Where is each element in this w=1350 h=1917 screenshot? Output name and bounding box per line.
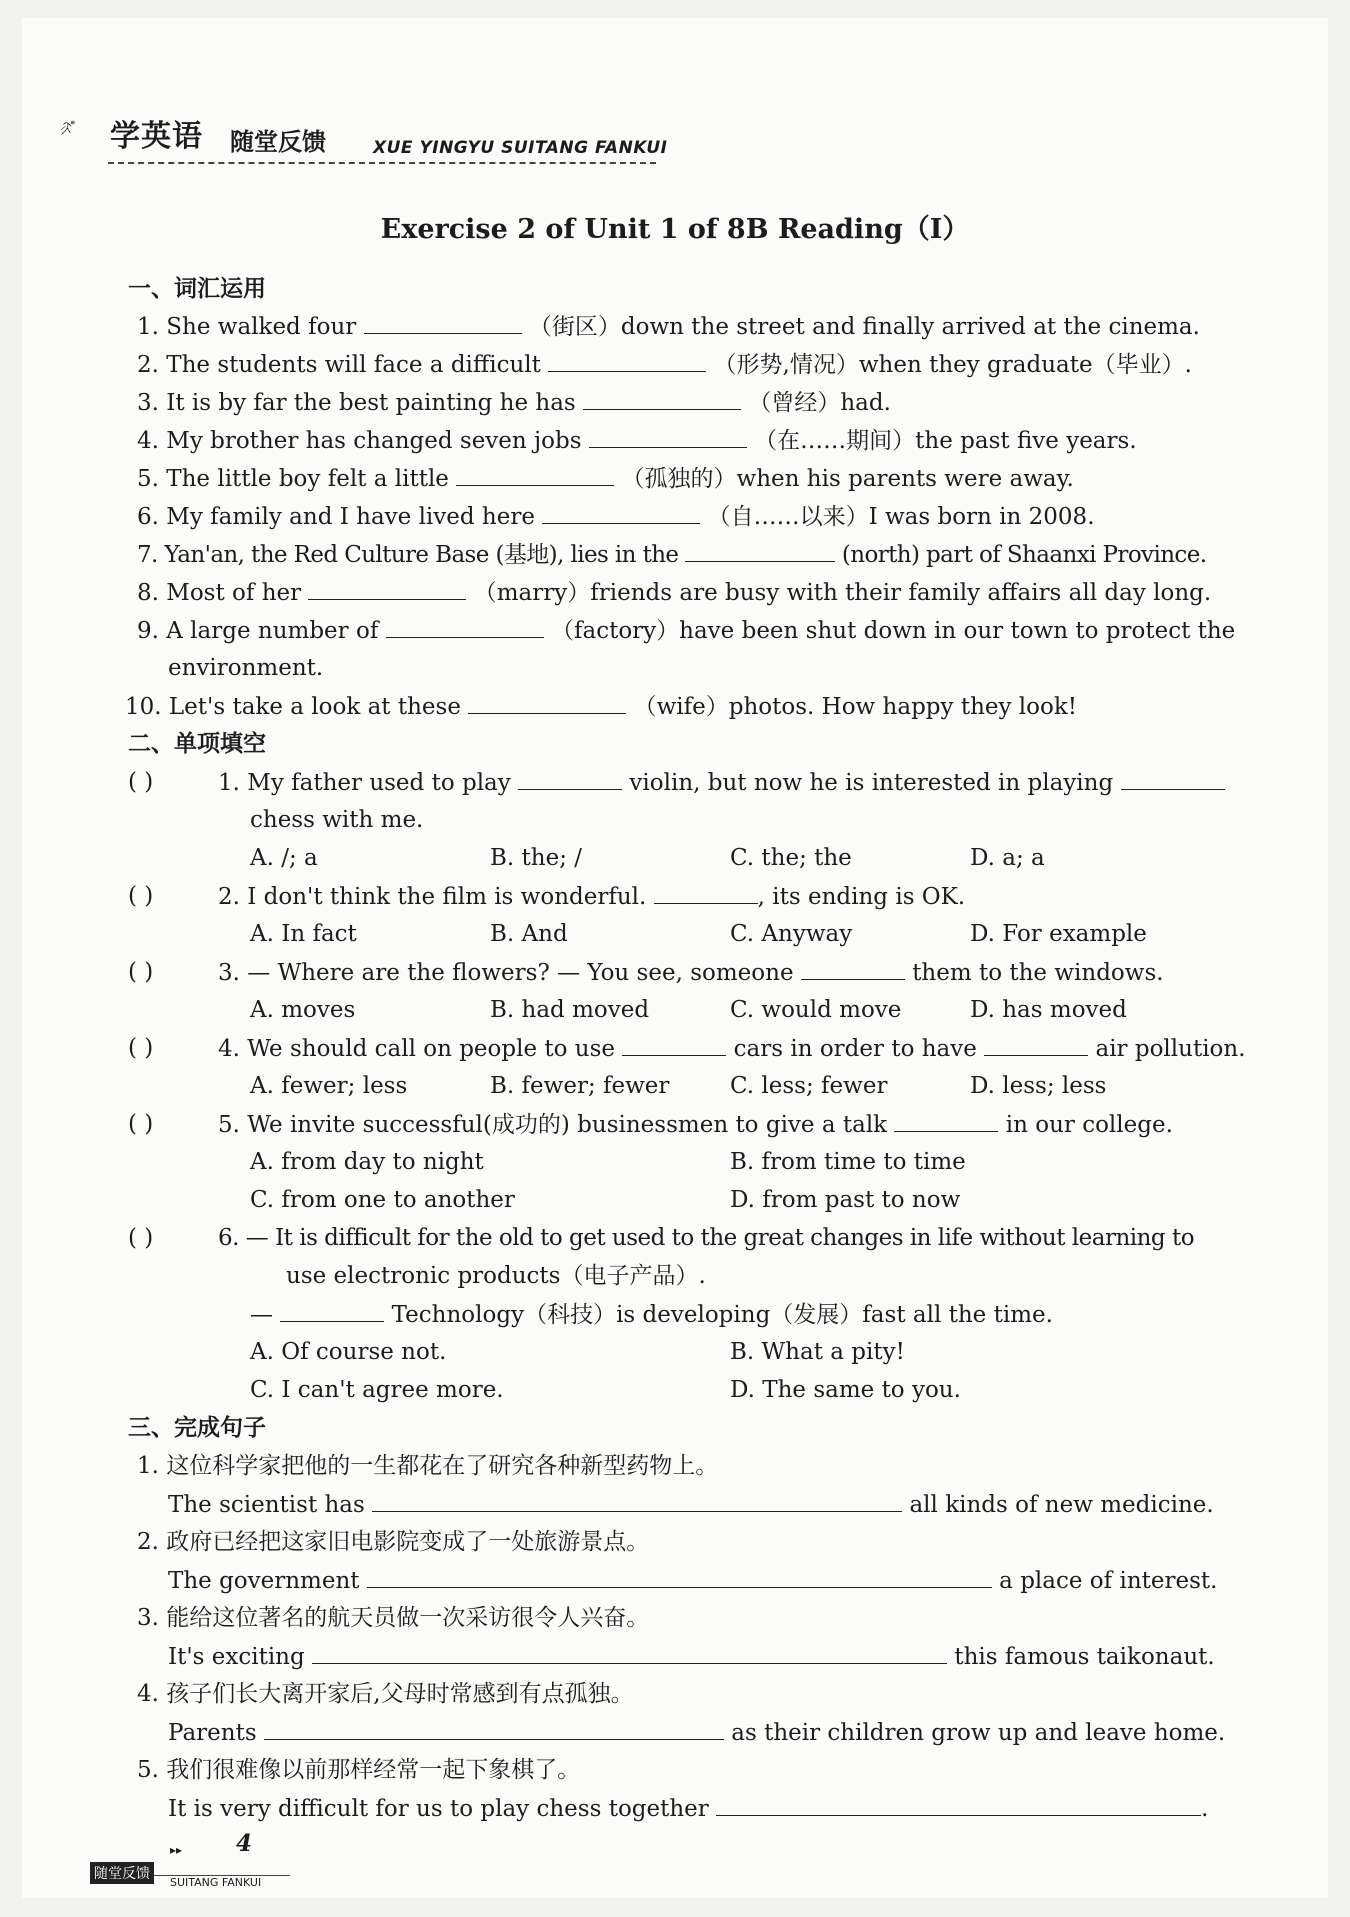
answer-blank[interactable] xyxy=(548,349,706,372)
sentence-answer: The scientist has all kinds of new medicine. xyxy=(168,1489,1214,1520)
option-c[interactable]: C. from one to another xyxy=(250,1187,515,1213)
option-a[interactable]: A. moves xyxy=(250,997,356,1023)
answer-paren[interactable]: ( ) xyxy=(128,1035,154,1061)
list-item: 5. The little boy felt a little （孤独的）when his parents were away. xyxy=(137,463,1074,494)
logo-chinese: 学英语 xyxy=(110,119,203,154)
list-item: 9. A large number of （factory）have been shut down in our town to protect the xyxy=(137,615,1235,646)
question-stem-continuation: use electronic products（电子产品）. xyxy=(286,1263,706,1289)
option-a[interactable]: A. Of course not. xyxy=(250,1339,447,1365)
answer-blank[interactable] xyxy=(364,311,522,334)
answer-blank[interactable] xyxy=(894,1109,998,1132)
question-stem: 4. We should call on people to use cars in order to have air pollution. xyxy=(218,1033,1246,1064)
sentence-answer: It's exciting this famous taikonaut. xyxy=(168,1641,1215,1672)
option-a[interactable]: A. fewer; less xyxy=(250,1073,408,1099)
answer-blank[interactable] xyxy=(542,501,700,524)
answer-blank[interactable] xyxy=(280,1299,384,1322)
header-divider xyxy=(108,162,656,164)
option-c[interactable]: C. I can't agree more. xyxy=(250,1377,504,1403)
option-d[interactable]: D. has moved xyxy=(970,997,1127,1023)
answer-blank[interactable] xyxy=(308,577,466,600)
option-b[interactable]: B. And xyxy=(490,921,568,947)
answer-blank[interactable] xyxy=(984,1033,1088,1056)
option-b[interactable]: B. What a pity! xyxy=(730,1339,905,1365)
logo-english: XUE YINGYU SUITANG FANKUI xyxy=(373,138,668,158)
sentence-prompt: 3. 能给这位著名的航天员做一次采访很令人兴奋。 xyxy=(137,1605,650,1631)
answer-blank[interactable] xyxy=(716,1793,1201,1816)
option-d[interactable]: D. a; a xyxy=(970,845,1045,871)
answer-blank[interactable] xyxy=(456,463,614,486)
answer-paren[interactable]: ( ) xyxy=(128,883,154,909)
answer-paren[interactable]: ( ) xyxy=(128,1111,154,1137)
option-d[interactable]: D. from past to now xyxy=(730,1187,961,1213)
answer-blank[interactable] xyxy=(801,957,905,980)
sentence-answer: It is very difficult for us to play chess together . xyxy=(168,1793,1208,1824)
option-b[interactable]: B. fewer; fewer xyxy=(490,1073,670,1099)
option-b[interactable]: B. from time to time xyxy=(730,1149,966,1175)
page-arrow-icon: ▸▸ xyxy=(170,1843,183,1857)
sentence-prompt: 4. 孩子们长大离开家后,父母时常感到有点孤独。 xyxy=(137,1681,634,1707)
list-item: 6. My family and I have lived here （自……以来）I was born in 2008. xyxy=(137,501,1095,532)
answer-paren[interactable]: ( ) xyxy=(128,1225,154,1251)
answer-blank[interactable] xyxy=(589,425,747,448)
answer-blank[interactable] xyxy=(1121,767,1225,790)
answer-blank[interactable] xyxy=(386,615,544,638)
logo-chinese-subtitle: 随堂反馈 xyxy=(230,128,326,156)
list-item: 3. It is by far the best painting he has （曾经）had. xyxy=(137,387,891,418)
answer-blank[interactable] xyxy=(685,539,835,562)
option-a[interactable]: A. In fact xyxy=(250,921,357,947)
sentence-answer: Parents as their children grow up and leave home. xyxy=(168,1717,1225,1748)
section-heading-vocabulary: 一、词汇运用 xyxy=(128,276,266,302)
answer-blank[interactable] xyxy=(372,1489,902,1512)
question-stem-continuation: chess with me. xyxy=(250,807,424,833)
question-stem: 1. My father used to play violin, but now he is interested in playing xyxy=(218,767,1225,798)
page-title: Exercise 2 of Unit 1 of 8B Reading（Ⅰ） xyxy=(380,214,970,245)
question-stem: 2. I don't think the film is wonderful. , its ending is OK. xyxy=(218,881,965,912)
answer-blank[interactable] xyxy=(518,767,622,790)
footer-label-english: SUITANG FANKUI xyxy=(170,1876,262,1889)
list-item: 1. She walked four （街区）down the street and finally arrived at the cinema. xyxy=(137,311,1200,342)
section-heading-complete-sentences: 三、完成句子 xyxy=(128,1415,266,1441)
option-c[interactable]: C. would move xyxy=(730,997,902,1023)
question-stem: 6. — It is difficult for the old to get used to the great changes in life without learning to xyxy=(218,1225,1195,1251)
answer-paren[interactable]: ( ) xyxy=(128,769,154,795)
answer-blank[interactable] xyxy=(654,881,758,904)
sentence-prompt: 1. 这位科学家把他的一生都花在了研究各种新型药物上。 xyxy=(137,1453,719,1479)
answer-blank[interactable] xyxy=(622,1033,726,1056)
option-b[interactable]: B. had moved xyxy=(490,997,650,1023)
question-stem: 3. — Where are the flowers? — You see, someone them to the windows. xyxy=(218,957,1164,988)
option-c[interactable]: C. less; fewer xyxy=(730,1073,888,1099)
list-item: 8. Most of her （marry）friends are busy with their family affairs all day long. xyxy=(137,577,1211,608)
list-item: 4. My brother has changed seven jobs （在……期间）the past five years. xyxy=(137,425,1137,456)
question-stem: 5. We invite successful(成功的) businessmen to give a talk in our college. xyxy=(218,1109,1173,1140)
option-c[interactable]: C. Anyway xyxy=(730,921,853,947)
sentence-prompt: 2. 政府已经把这家旧电影院变成了一处旅游景点。 xyxy=(137,1529,650,1555)
answer-blank[interactable] xyxy=(312,1641,947,1664)
option-a[interactable]: A. /; a xyxy=(250,845,318,871)
section-heading-multiple-choice: 二、单项填空 xyxy=(128,731,266,757)
list-item: 2. The students will face a difficult （形势,情况）when they graduate（毕业）. xyxy=(137,349,1192,380)
list-item: 7. Yan'an, the Red Culture Base (基地), lies in the (north) part of Shaanxi Province. xyxy=(137,539,1206,570)
option-a[interactable]: A. from day to night xyxy=(250,1149,484,1175)
sentence-prompt: 5. 我们很难像以前那样经常一起下象棋了。 xyxy=(137,1757,581,1783)
option-b[interactable]: B. the; / xyxy=(490,845,582,871)
answer-blank[interactable] xyxy=(367,1565,992,1588)
option-d[interactable]: D. For example xyxy=(970,921,1147,947)
option-d[interactable]: D. The same to you. xyxy=(730,1377,961,1403)
list-item-continuation: environment. xyxy=(168,655,324,681)
footer-label-box: 随堂反馈 xyxy=(90,1862,154,1884)
page-number: 4 xyxy=(236,1830,253,1857)
answer-blank[interactable] xyxy=(264,1717,724,1740)
option-c[interactable]: C. the; the xyxy=(730,845,852,871)
sentence-answer: The government a place of interest. xyxy=(168,1565,1217,1596)
question-reply: — Technology（科技）is developing（发展）fast all the time. xyxy=(250,1299,1053,1330)
answer-blank[interactable] xyxy=(468,691,626,714)
option-d[interactable]: D. less; less xyxy=(970,1073,1107,1099)
list-item: 10. Let's take a look at these （wife）photos. How happy they look! xyxy=(125,691,1077,722)
answer-blank[interactable] xyxy=(583,387,741,410)
answer-paren[interactable]: ( ) xyxy=(128,959,154,985)
